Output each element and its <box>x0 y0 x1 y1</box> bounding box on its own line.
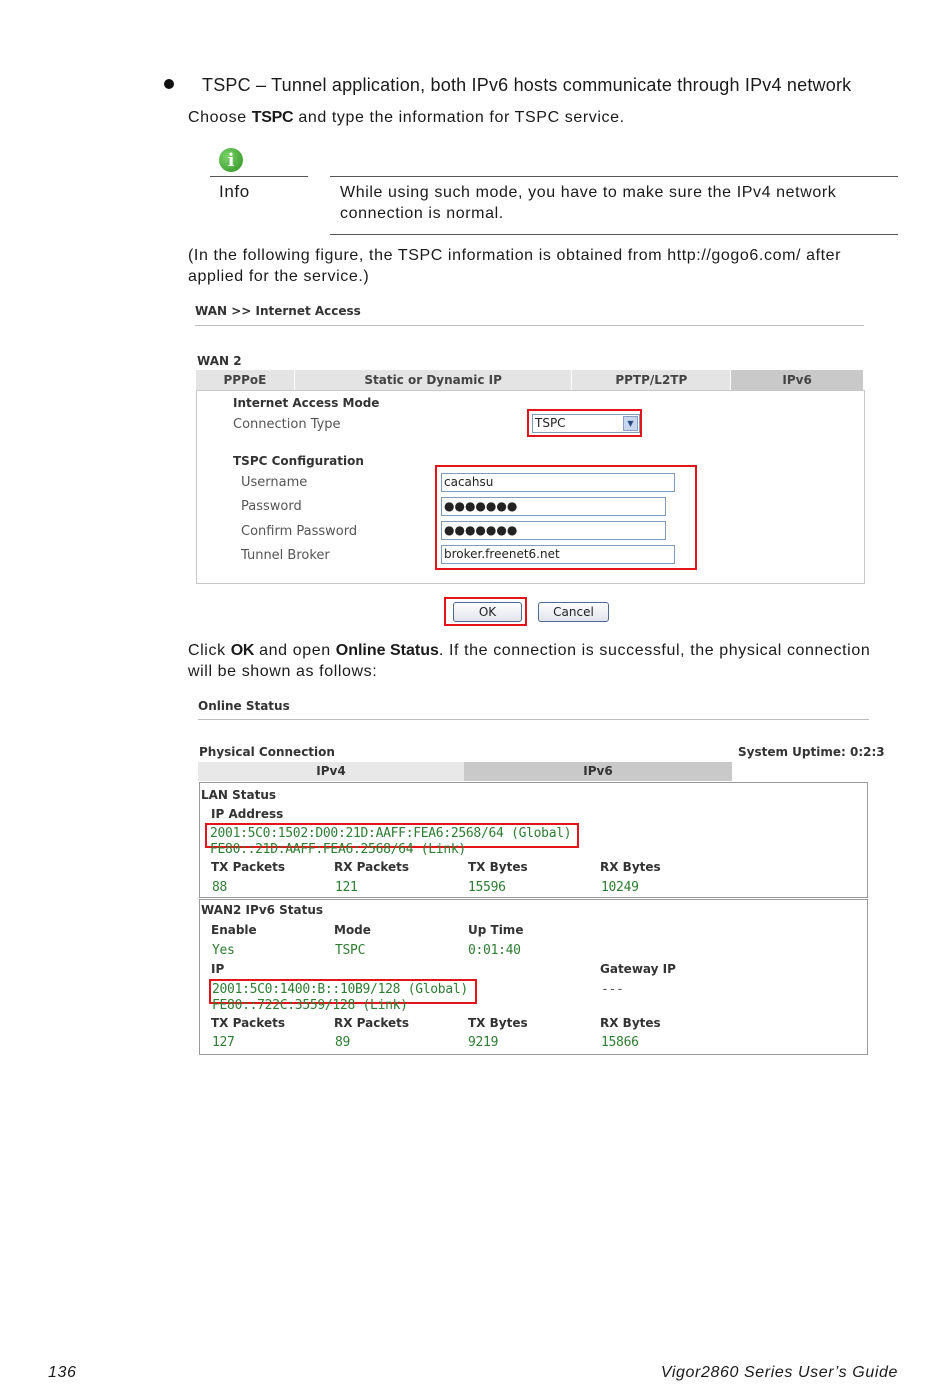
tab-ipv6[interactable]: IPv6 <box>731 370 864 390</box>
click-post: . If the connection is successful, the physical connection <box>438 642 871 659</box>
wan-link-ip: FE80::722C:3559/128 (Link) <box>212 998 408 1011</box>
wan-header-enable: Enable <box>211 923 257 937</box>
username-label: Username <box>241 475 308 490</box>
wan-rx-packets: 89 <box>335 1035 351 1050</box>
click-mid: and open <box>254 642 336 659</box>
click-line2: will be shown as follows: <box>188 663 378 680</box>
bullet-icon <box>164 79 174 89</box>
connection-type-label: Connection Type <box>233 417 341 432</box>
wan-ip-label: IP <box>211 962 225 976</box>
wan-enable-value: Yes <box>212 943 235 958</box>
tunnel-broker-input[interactable]: broker.freenet6.net <box>441 545 675 564</box>
tab-ipv4[interactable] <box>198 762 464 781</box>
guide-title: Vigor2860 Series User’s Guide <box>660 1364 898 1381</box>
info-icon: i <box>219 148 243 172</box>
lan-header-tx-bytes: TX Bytes <box>468 860 528 874</box>
lan-header-tx-packets: TX Packets <box>211 860 285 874</box>
lan-header-rx-packets: RX Packets <box>334 860 410 874</box>
password-label: Password <box>241 499 302 514</box>
lan-ip-address-label: IP Address <box>211 807 284 821</box>
wan-header-tx-packets: TX Packets <box>211 1016 285 1030</box>
figure-note <box>188 245 903 287</box>
click-paragraph <box>188 640 903 682</box>
online-status-divider <box>198 719 869 720</box>
choose-paragraph <box>188 107 903 128</box>
info-text-line2: connection is normal. <box>340 205 504 222</box>
ok-button[interactable]: OK <box>453 602 522 622</box>
wan-header-up-time: Up Time <box>468 923 524 937</box>
confirm-password-input[interactable]: ●●●●●●● <box>441 521 666 540</box>
online-status-title: Online Status <box>198 699 290 713</box>
breadcrumb: WAN >> Internet Access <box>195 304 361 318</box>
tab-ipv6-status-label: IPv6 <box>583 764 613 778</box>
page-number: 136 <box>48 1364 77 1381</box>
password-input[interactable]: ●●●●●●● <box>441 497 666 516</box>
tab-pptp-l2tp[interactable]: PPTP/L2TP <box>572 370 731 390</box>
connection-type-select[interactable] <box>532 414 640 433</box>
lan-link-ip: FE80::21D:AAFF:FEA6:2568/64 (Link) <box>210 842 466 855</box>
click-pre: Click <box>188 642 231 659</box>
cancel-button[interactable]: Cancel <box>538 602 609 622</box>
lan-header-rx-bytes: RX Bytes <box>600 860 661 874</box>
wan-header-rx-packets: RX Packets <box>334 1016 410 1030</box>
info-text <box>340 182 836 224</box>
wan-tx-packets: 127 <box>212 1035 235 1050</box>
tab-ipv4-label: IPv4 <box>316 764 346 778</box>
wan-tab-bar <box>196 370 864 391</box>
wan-header-mode: Mode <box>334 923 371 937</box>
lan-tx-bytes: 15596 <box>468 880 506 895</box>
wan2-ipv6-status-box <box>199 899 868 1055</box>
wan2-ipv6-status-title: WAN2 IPv6 Status <box>201 903 324 917</box>
breadcrumb-divider <box>195 325 864 326</box>
wan-header-tx-bytes: TX Bytes <box>468 1016 528 1030</box>
wan-global-ip: 2001:5C0:1400:B::10B9/128 (Global) <box>212 982 468 997</box>
figure-note-line1: (In the following figure, the TSPC information is obtained from http://gogo6.com/ after <box>188 247 842 264</box>
info-rule-left <box>210 176 308 177</box>
tab-pppoe[interactable]: PPPoE <box>196 370 295 390</box>
username-input[interactable]: cacahsu <box>441 473 675 492</box>
figure-note-line2: applied for the service.) <box>188 268 370 285</box>
choose-bold: TSPC <box>251 109 294 126</box>
wan-mode-value: TSPC <box>335 943 366 958</box>
lan-rx-bytes: 10249 <box>601 880 639 895</box>
tab-static-dynamic-ip[interactable]: Static or Dynamic IP <box>295 370 573 390</box>
choose-pre: Choose <box>188 109 252 126</box>
section-heading: TSPC – Tunnel application, both IPv6 hosts communicate through IPv4 network <box>202 75 852 95</box>
wan-header-rx-bytes: RX Bytes <box>600 1016 661 1030</box>
confirm-password-label: Confirm Password <box>241 524 358 539</box>
lan-rx-packets: 121 <box>335 880 358 895</box>
wan-section-title: WAN 2 <box>197 354 242 368</box>
wan-rx-bytes: 15866 <box>601 1035 639 1050</box>
physical-connection-title: Physical Connection <box>199 745 335 759</box>
lan-tx-packets: 88 <box>212 880 228 895</box>
tunnel-broker-label: Tunnel Broker <box>241 548 330 563</box>
click-ok: OK <box>230 642 255 659</box>
choose-post: and type the information for TSPC service. <box>293 109 625 126</box>
info-rule-bottom <box>330 234 898 235</box>
info-rule-top <box>330 176 898 177</box>
info-label: Info <box>219 182 250 201</box>
wan-tx-bytes: 9219 <box>468 1035 499 1050</box>
chevron-down-icon[interactable]: ▼ <box>623 416 638 431</box>
connection-type-value: TSPC <box>535 416 566 430</box>
click-status: Online Status <box>335 642 439 659</box>
info-text-line1: While using such mode, you have to make sure the IPv4 network <box>340 184 837 201</box>
system-uptime: System Uptime: 0:2:3 <box>738 745 885 759</box>
wan-gateway-ip-label: Gateway IP <box>600 962 676 976</box>
lan-status-title: LAN Status <box>201 788 277 802</box>
tspc-configuration-title: TSPC Configuration <box>233 454 364 468</box>
lan-global-ip: 2001:5C0:1502:D00:21D:AAFF:FEA6:2568/64 (Global) <box>210 826 572 841</box>
internet-access-mode-title: Internet Access Mode <box>233 396 380 410</box>
tab-ipv6-status[interactable] <box>464 762 732 781</box>
wan-up-time-value: 0:01:40 <box>468 943 521 958</box>
wan-gateway-ip-value: --- <box>601 982 624 997</box>
